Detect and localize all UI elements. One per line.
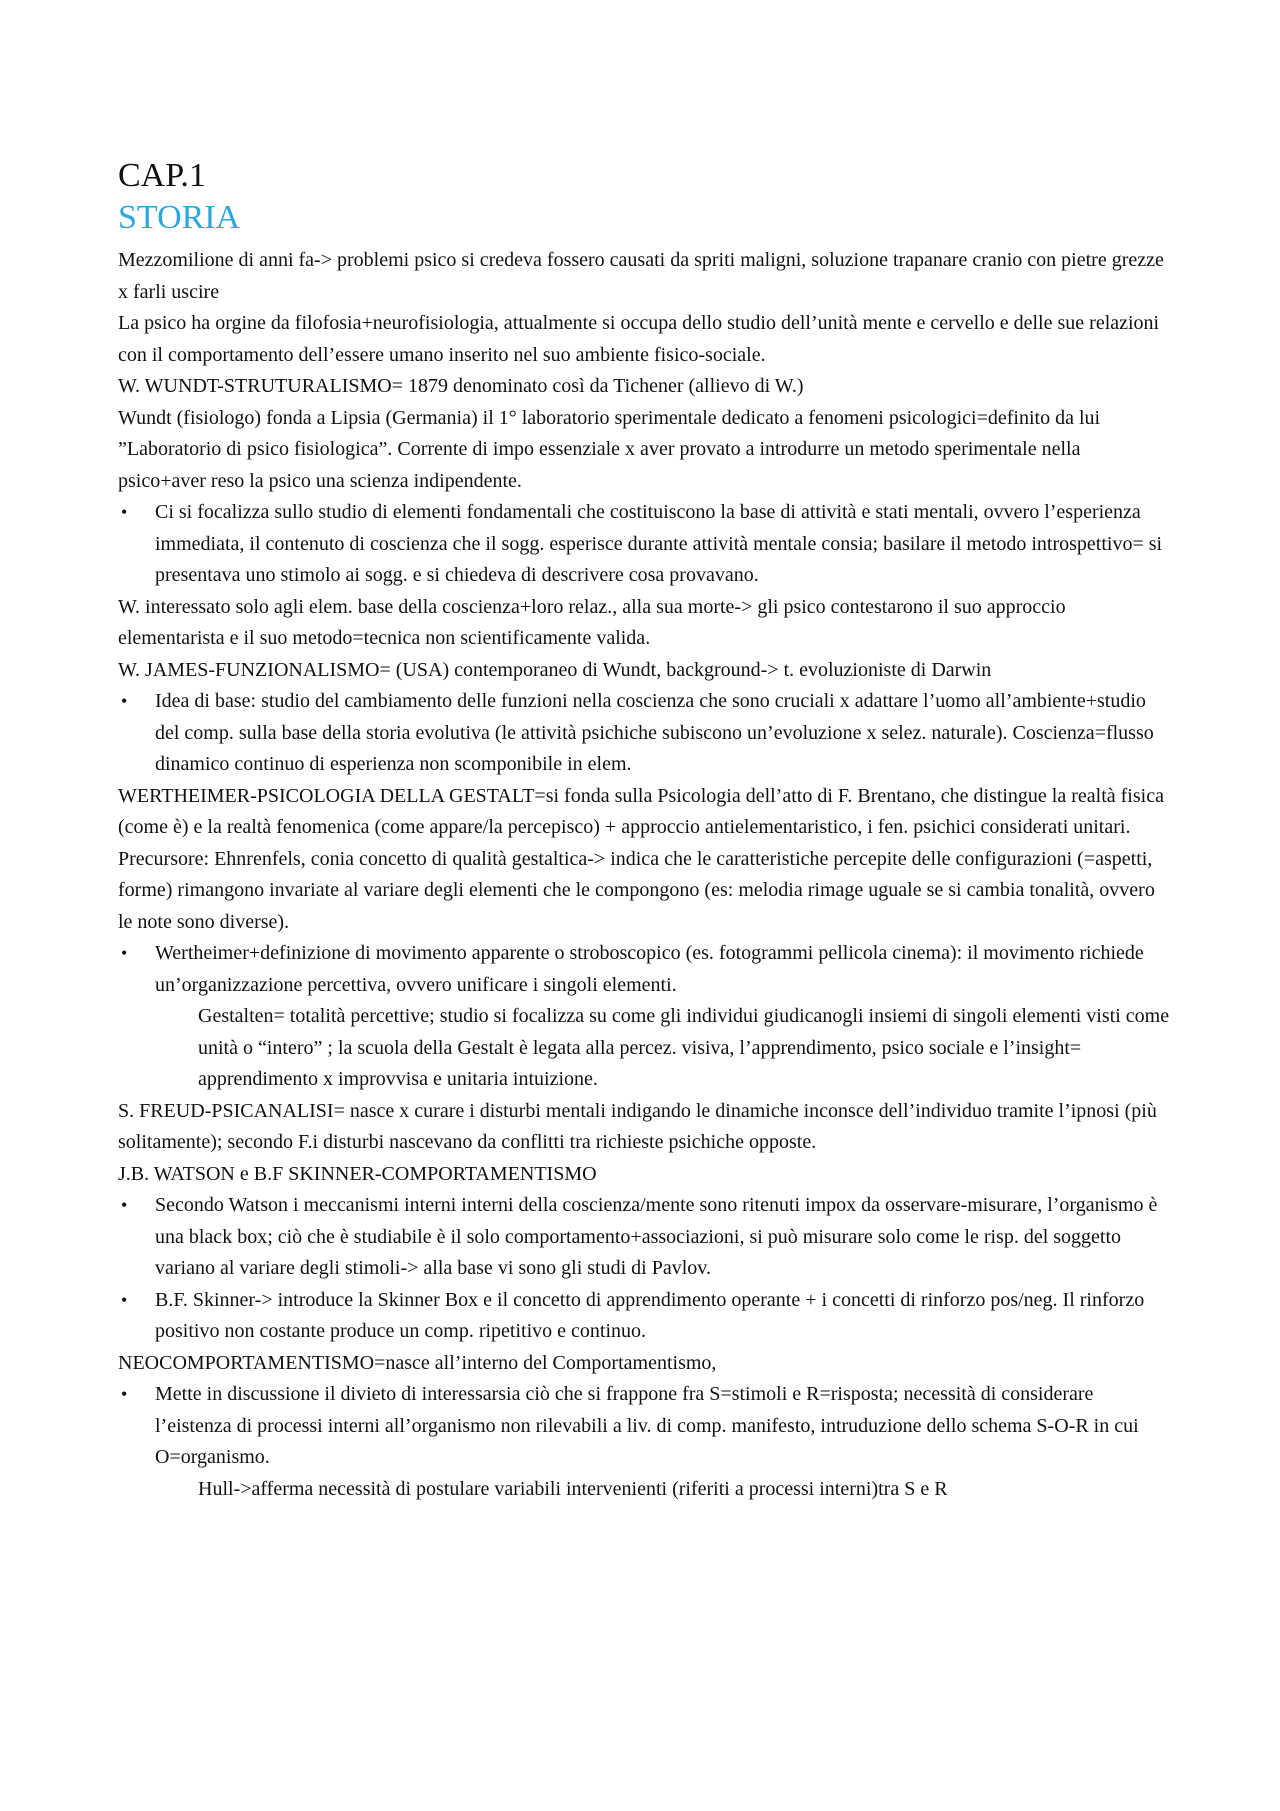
bullet-item — [118, 938, 1170, 1001]
bullet-item — [118, 686, 1170, 781]
bullet-icon: • — [121, 691, 128, 711]
section-heading: STORIA — [118, 199, 241, 236]
bullet-item — [118, 1190, 1170, 1285]
chapter-heading: CAP.1 — [118, 157, 206, 194]
bullet-item — [118, 1285, 1170, 1348]
paragraph: La psico ha orgine da filofosia+neurofisiologia, attualmente si occupa dello studio dell’unità mente e cervello e delle sue relazioni con il comportamento dell’essere umano inserito nel suo ambiente fisico-sociale. — [118, 312, 1160, 366]
paragraph: W. interessato solo agli elem. base della coscienza+loro relaz., alla sua morte-> gli psico contestarono il suo approccio elementarista e il suo metodo=tecnica non scientificamente valida. — [118, 595, 1066, 649]
paragraph: S. FREUD-PSICANALISI= nasce x curare i disturbi mentali indigando le dinamiche inconsce dell’individuo tramite l’ipnosi (più solitamente); secondo F.i disturbi nascevano da conflitti tra richieste psichiche opposte. — [118, 1099, 1157, 1153]
bullet-text: B.F. Skinner-> introduce la Skinner Box e il concetto di apprendimento operante + i concetti di rinforzo pos/neg. Il rinforzo positivo non costante produce un comp. ripetitivo e continuo. — [155, 1288, 1145, 1342]
bullet-icon: • — [121, 502, 128, 522]
bullet-text: Wertheimer+definizione di movimento apparente o stroboscopico (es. fotogrammi pellicola cinema): il movimento richiede un’organizzazione percettiva, ovvero unificare i singoli elementi. — [155, 942, 1144, 996]
bullet-text: Ci si focalizza sullo studio di elementi fondamentali che costituiscono la base di attività e stati mentali, ovvero l’esperienza immediata, il contenuto di coscienza che il sogg. esperisce durante attività mentale consia; basilare il metodo introspettivo= si presentava uno stimolo ai sogg. e si chiedeva di descrivere cosa provavano. — [155, 501, 1163, 586]
paragraph: Wundt (fisiologo) fonda a Lipsia (Germania) il 1° laboratorio sperimentale dedicato a fenomeni psicologici=definito da lui ”Laboratorio di psico fisiologica”. Corrente di impo essenziale x aver provato a introdurre un metodo sperimentale nella psico+aver reso la psico una scienza indipendente. — [118, 406, 1101, 492]
bullet-icon: • — [121, 1289, 128, 1310]
bullet-item — [118, 1379, 1170, 1474]
bullet-text: Idea di base: studio del cambiamento delle funzioni nella coscienza che sono cruciali x adattare l’uomo all’ambiente+studio del comp. sulla base della storia evolutiva (le attività psichiche subiscono un’evoluzione x selez. naturale). Coscienza=flusso dinamico continuo di esperienza non scomponibile in elem. — [155, 690, 1154, 775]
paragraph: W. WUNDT-STRUTURALISMO= 1879 denominato così da Tichener (allievo di W.) — [118, 375, 804, 397]
indented-paragraph: Hull->afferma necessità di postulare variabili intervenienti (riferiti a processi interni)tra S e R — [198, 1477, 948, 1500]
bullet-text: Mette in discussione il divieto di interessarsia ciò che si frappone fra S=stimoli e R=risposta; necessità di considerare l’eistenza di processi interni all’organismo non rilevabili a liv. di comp. manifesto, intruduzione dello schema S-O-R in cui O=organismo. — [155, 1383, 1139, 1468]
bullet-icon: • — [121, 943, 128, 963]
bullet-icon: • — [121, 1195, 128, 1215]
paragraph: NEOCOMPORTAMENTISMO=nasce all’interno del Comportamentismo, — [118, 1351, 717, 1374]
bullet-item — [118, 497, 1170, 592]
bullet-icon: • — [121, 1384, 128, 1404]
paragraph: WERTHEIMER-PSICOLOGIA DELLA GESTALT=si fonda sulla Psicologia dell’atto di F. Brentano, che distingue la realtà fisica (come è) e la realtà fenomenica (come appare/la percepisco) + approccio antielementaristico, i fen. psichici considerati unitari. — [118, 784, 1164, 838]
document-body — [118, 245, 1170, 1505]
paragraph: Precursore: Ehnrenfels, conia concetto di qualità gestaltica-> indica che le caratteristiche percepite delle configurazioni (=aspetti, forme) rimangono invariate al variare degli elementi che le compongono (es: melodia rimage uguale se si cambia tonalità, ovvero le note sono diverse). — [118, 847, 1155, 933]
bullet-text: Secondo Watson i meccanismi interni interni della coscienza/mente sono ritenuti impox da osservare-misurare, l’organismo è una black box; ciò che è studiabile è il solo comportamento+associazioni, si può misurare solo come le risp. del soggetto variano al variare degli stimoli-> alla base vi sono gli studi di Pavlov. — [155, 1194, 1158, 1279]
paragraph: J.B. WATSON e B.F SKINNER-COMPORTAMENTISMO — [118, 1162, 597, 1185]
paragraph: W. JAMES-FUNZIONALISMO= (USA) contemporaneo di Wundt, background-> t. evoluzioniste di Darwin — [118, 658, 992, 681]
paragraph: Mezzomilione di anni fa-> problemi psico si credeva fossero causati da spriti maligni, soluzione trapanare cranio con pietre grezze x farli uscire — [118, 249, 1164, 303]
indented-paragraph: Gestalten= totalità percettive; studio si focalizza su come gli individui giudicanogli insiemi di singoli elementi visti come unità o “intero” ; la scuola della Gestalt è legata alla percez. visiva, l’apprendimento, psico sociale e l’insight= apprendimento x improvvisa e unitaria intuizione. — [198, 1005, 1170, 1090]
